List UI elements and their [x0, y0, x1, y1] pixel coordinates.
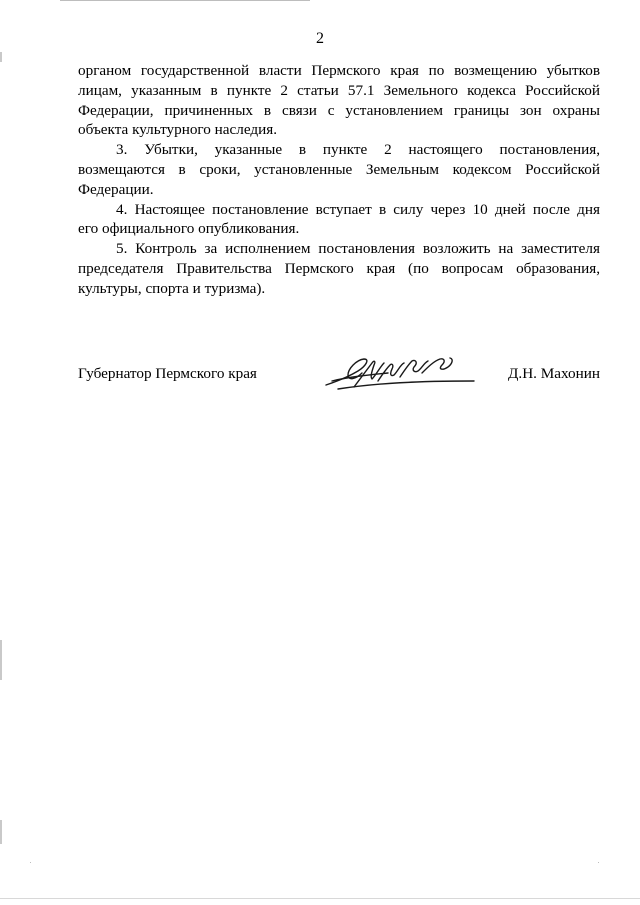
scan-dot [30, 862, 31, 863]
page-number: 2 [316, 30, 324, 47]
text-line: Федерации, причиненных в связи с установлением границы зон охраны [78, 101, 600, 119]
paragraph-item-4 [78, 200, 600, 240]
paragraph-item-5 [78, 239, 600, 298]
text-line: культуры, спорта и туризма). [78, 279, 266, 297]
document-body [78, 61, 600, 299]
text-line: 3. Убытки, указанные в пункте 2 настоящего постановления, [116, 141, 600, 159]
signatory-position: Губернатор Пермского края [78, 365, 257, 382]
text-line: возмещаются в сроки, установленные Земельным кодексом Российской [78, 160, 600, 178]
scan-edge-mark [0, 52, 2, 62]
text-line: председателя Правительства Пермского края (по вопросам образования, [78, 259, 600, 277]
text-line: 5. Контроль за исполнением постановления возложить на заместителя [116, 240, 600, 258]
text-line: объекта культурного наследия. [78, 121, 278, 139]
paragraph-item-3 [78, 140, 600, 199]
scan-bottom-rule [0, 898, 640, 899]
text-line: органом государственной власти Пермского края по возмещению убытков [78, 62, 600, 79]
text-line: Федерации. [78, 180, 154, 198]
scan-top-rule [60, 0, 310, 1]
paragraph-continuation [78, 61, 600, 140]
scan-dot [598, 862, 599, 863]
text-line: его официального опубликования. [78, 220, 300, 238]
handwritten-signature [318, 351, 478, 393]
text-line: лицам, указанным в пункте 2 статьи 57.1 Земельного кодекса Российской [78, 81, 600, 99]
scan-edge-mark [0, 820, 2, 844]
scan-edge-mark [0, 640, 2, 680]
signatory-name: Д.Н. Махонин [508, 365, 600, 382]
text-line: 4. Настоящее постановление вступает в силу через 10 дней после дня [116, 200, 600, 218]
